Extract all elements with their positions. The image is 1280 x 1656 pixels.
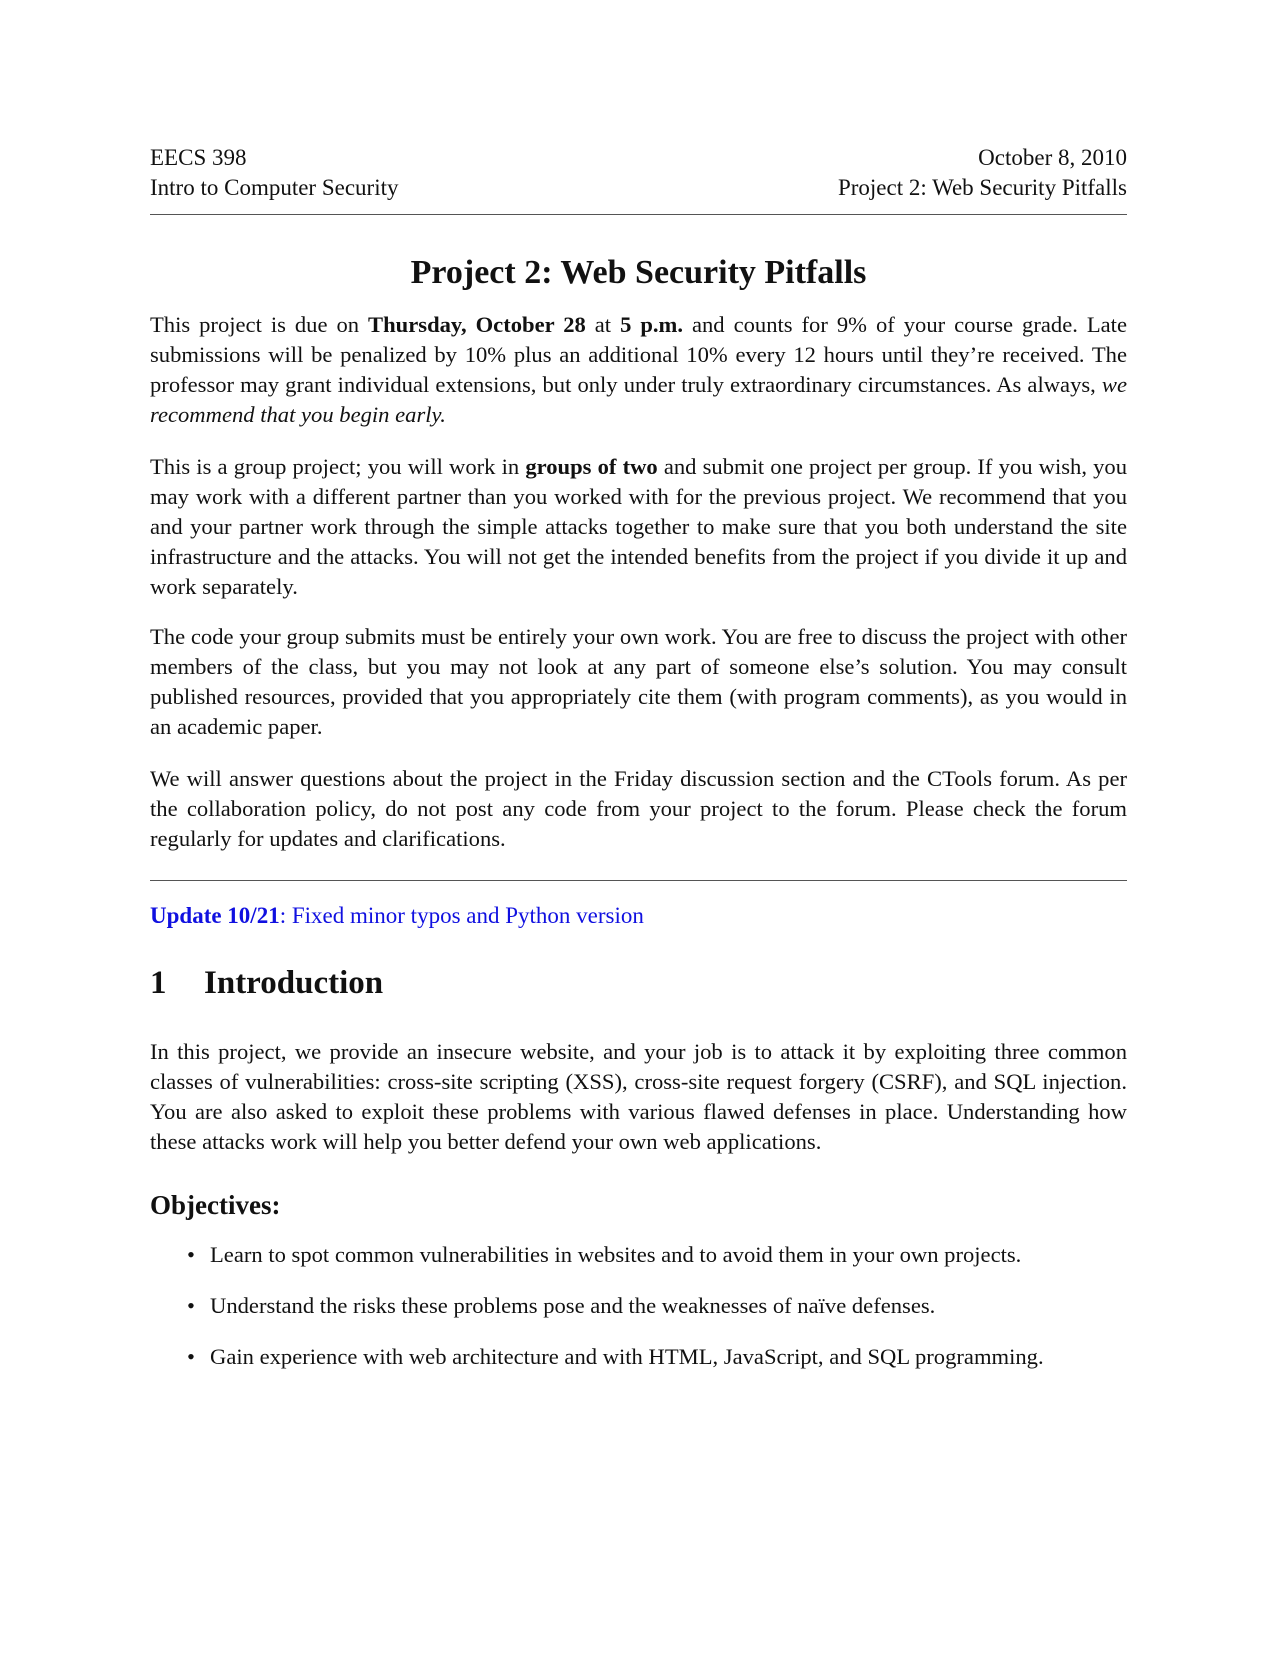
paragraph-questions: We will answer questions about the project in the Friday discussion section and the CTools forum. As per the collaboration policy, do not post any code from your project to the forum. Please check the forum regularly for updates and clarifications.	[150, 766, 1127, 851]
bullet-icon: •	[187, 1344, 195, 1369]
update-text: : Fixed minor typos and Python version	[279, 903, 644, 928]
project-name: Project 2: Web Security Pitfalls	[837, 175, 1127, 200]
text: at	[585, 312, 621, 337]
text: This project is due on	[150, 312, 369, 337]
text: This is a group project; you will work in	[150, 454, 526, 479]
header-left	[150, 143, 399, 203]
due-date: Thursday, October 28	[368, 312, 586, 337]
bullet-icon: •	[187, 1293, 195, 1318]
header-rule	[150, 214, 1127, 215]
header-right	[838, 143, 1127, 203]
list-item	[150, 1240, 1127, 1270]
list-item	[150, 1342, 1127, 1372]
objectives-list	[150, 1240, 1127, 1393]
section-number: 1	[150, 965, 167, 1001]
section-heading-introduction	[150, 965, 383, 1002]
objective-text: Understand the risks these problems pose and the weaknesses of naïve defenses.	[210, 1293, 936, 1318]
text: and counts for 9% of your course grade. Late submissions will be penalized by 10% plus an additional 10% every 12 hours until they’re received. The professor may grant individual extensions, but only under truly extraordinary circumstances. As always,	[150, 312, 1127, 397]
paragraph-academic-integrity: The code your group submits must be entirely your own work. You are free to discuss the project with other members of the class, but you may not look at any part of someone else’s solution. You may consult published resources, provided that you appropriately cite them (with program comments), as you would in an academic paper.	[150, 624, 1127, 739]
paragraph-groups	[150, 452, 1127, 602]
course-code: EECS 398	[150, 145, 247, 170]
objective-text: Gain experience with web architecture and with HTML, JavaScript, and SQL programming.	[210, 1344, 1044, 1369]
text: and submit one project per group. If you wish, you may work with a different partner than you worked with for the previous project. We recommend that you and your partner work through the simple attacks together to make sure that you both understand the site infrastructure and the attacks. You will not get the intended benefits from the project if you divide it up and work separately.	[150, 454, 1128, 599]
page-title: Project 2: Web Security Pitfalls	[410, 254, 867, 291]
update-label: Update 10/21	[150, 903, 280, 928]
section-rule	[150, 880, 1127, 881]
paragraph-due-date	[150, 310, 1127, 430]
objectives-heading: Objectives:	[150, 1190, 281, 1220]
section-title: Introduction	[204, 965, 384, 1001]
list-item	[150, 1291, 1127, 1321]
recommendation: we recommend that you begin early.	[150, 372, 1127, 427]
paragraph-introduction: In this project, we provide an insecure website, and your job is to attack it by exploiting three common classes of vulnerabilities: cross-site scripting (XSS), cross-site request forgery (CSRF), and SQL injection. You are also asked to exploit these problems with various flawed defenses in place. Understanding how these attacks work will help you better defend your own web applications.	[150, 1039, 1127, 1154]
document-date: October 8, 2010	[978, 145, 1127, 170]
objective-text: Learn to spot common vulnerabilities in websites and to avoid them in your own projects.	[210, 1242, 1022, 1267]
bullet-icon: •	[187, 1242, 195, 1267]
due-time: 5 p.m.	[620, 312, 684, 337]
group-size: groups of two	[525, 454, 658, 479]
course-name: Intro to Computer Security	[150, 175, 399, 200]
update-note	[150, 903, 644, 929]
